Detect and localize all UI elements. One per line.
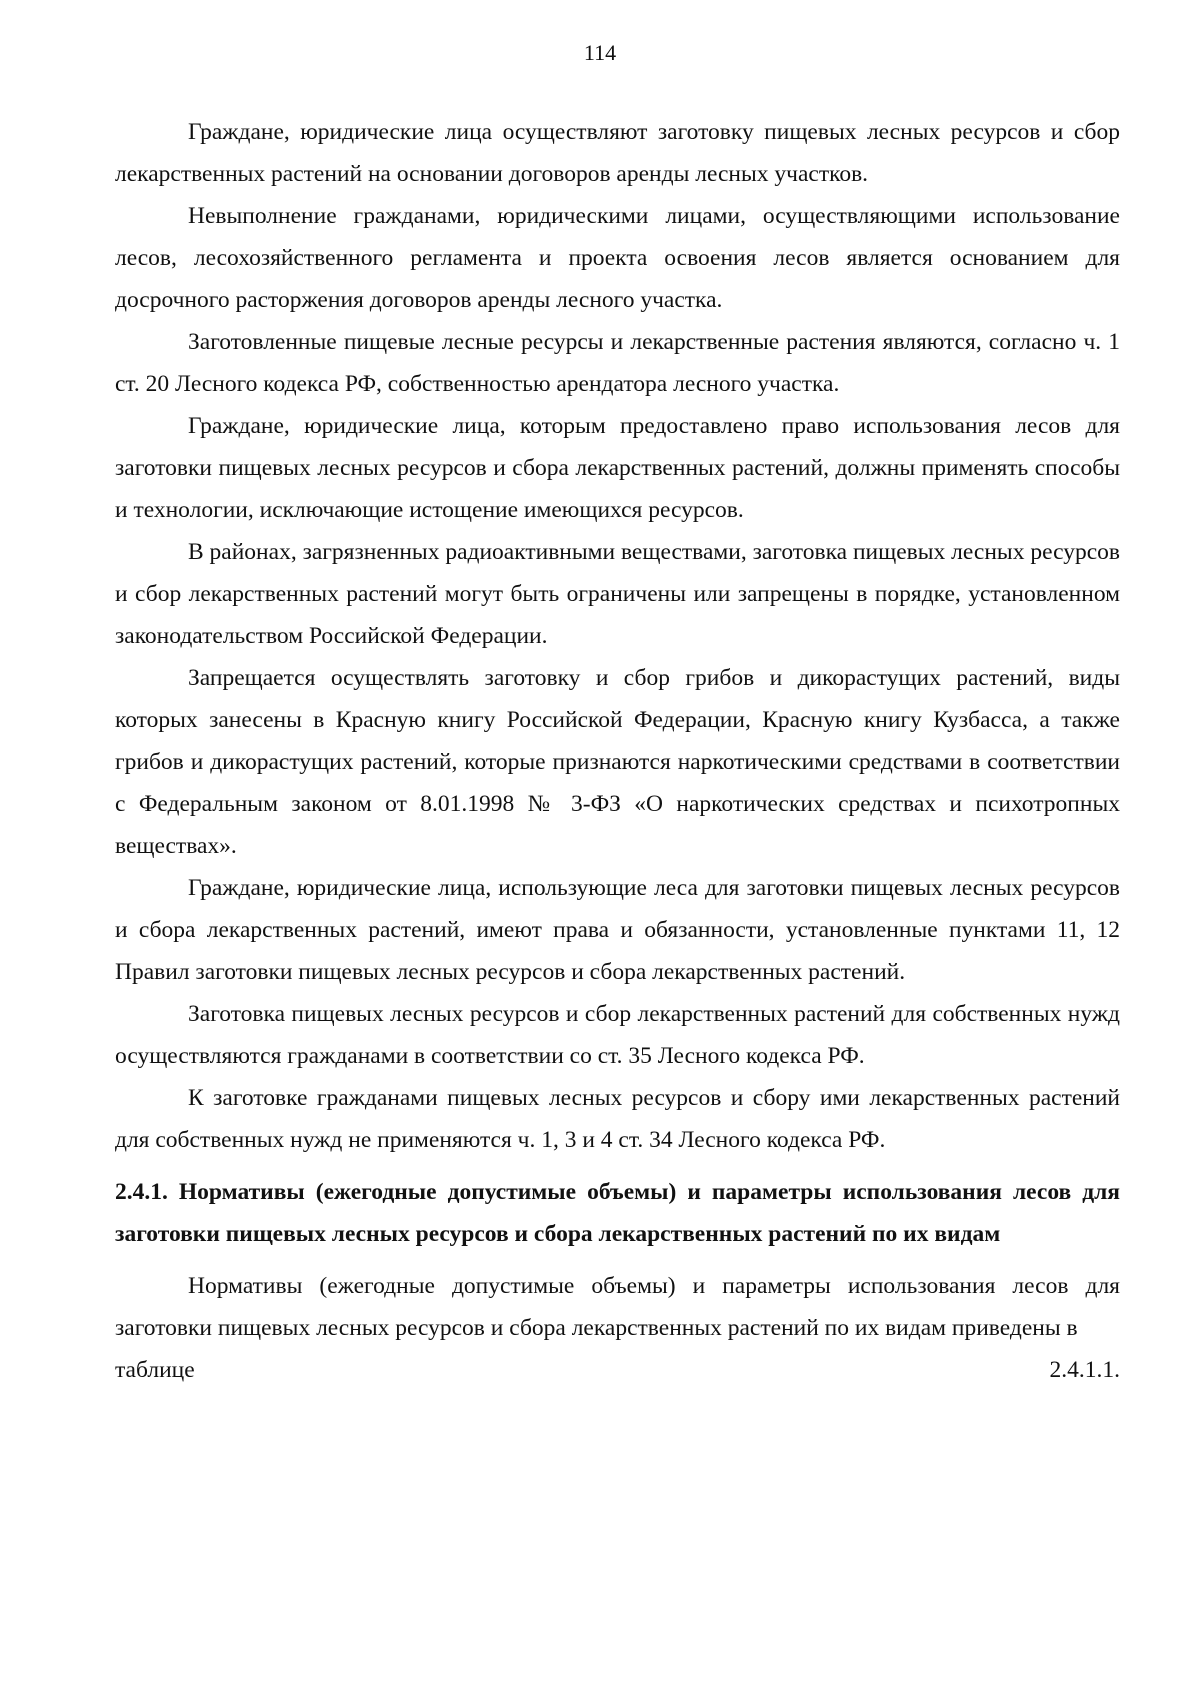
table-word: таблице (115, 1357, 195, 1383)
section-heading: 2.4.1. Нормативы (ежегодные допустимые объемы) и параметры использования лесов для заготовки пищевых лесных ресурсов и сбора лекарственных растений по их видам (115, 1179, 1120, 1247)
final-paragraph-last-line (115, 1349, 1120, 1391)
page-body (115, 111, 1120, 1391)
paragraph-3: Заготовленные пищевые лесные ресурсы и лекарственные растения являются, согласно ч. 1 ст. 20 Лесного кодекса РФ, собственностью арендатора лесного участка. (115, 329, 1120, 397)
paragraph-7: Граждане, юридические лица, использующие леса для заготовки пищевых лесных ресурсов и сбора лекарственных растений, имеют права и обязанности, установленные пунктами 11, 12 Правил заготовки пищевых лесных ресурсов и сбора лекарственных растений. (115, 875, 1120, 985)
paragraph-2: Невыполнение гражданами, юридическими лицами, осуществляющими использование лесов, лесохозяйственного регламента и проекта освоения лесов является основанием для досрочного расторжения договоров аренды лесного участка. (115, 203, 1120, 313)
paragraph-4: Граждане, юридические лица, которым предоставлено право использования лесов для заготовки пищевых лесных ресурсов и сбора лекарственных растений, должны применять способы и технологии, исключающие истощение имеющихся ресурсов. (115, 413, 1120, 523)
paragraph-5: В районах, загрязненных радиоактивными веществами, заготовка пищевых лесных ресурсов и сбор лекарственных растений могут быть ограничены или запрещены в порядке, установленном законодательством Российской Федерации. (115, 539, 1120, 649)
table-reference: 2.4.1.1. (1049, 1357, 1120, 1383)
paragraph-8: Заготовка пищевых лесных ресурсов и сбор лекарственных растений для собственных нужд осуществляются гражданами в соответствии со ст. 35 Лесного кодекса РФ. (115, 1001, 1120, 1069)
page-number: 114 (583, 40, 617, 65)
paragraph-1: Граждане, юридические лица осуществляют заготовку пищевых лесных ресурсов и сбор лекарственных растений на основании договоров аренды лесных участков. (115, 119, 1120, 187)
paragraph-9: К заготовке гражданами пищевых лесных ресурсов и сбору ими лекарственных растений для собственных нужд не применяются ч. 1, 3 и 4 ст. 34 Лесного кодекса РФ. (115, 1085, 1120, 1153)
paragraph-6: Запрещается осуществлять заготовку и сбор грибов и дикорастущих растений, виды которых занесены в Красную книгу Российской Федерации, Красную книгу Кузбасса, а также грибов и дикорастущих растений, которые признаются наркотическими средствами в соответствии с Федеральным законом от 8.01.1998 № 3-ФЗ «О наркотических средствах и психотропных веществах». (115, 665, 1120, 859)
final-paragraph: Нормативы (ежегодные допустимые объемы) и параметры использования лесов для заготовки пищевых лесных ресурсов и сбора лекарственных растений по их видам приведены в (115, 1273, 1120, 1341)
